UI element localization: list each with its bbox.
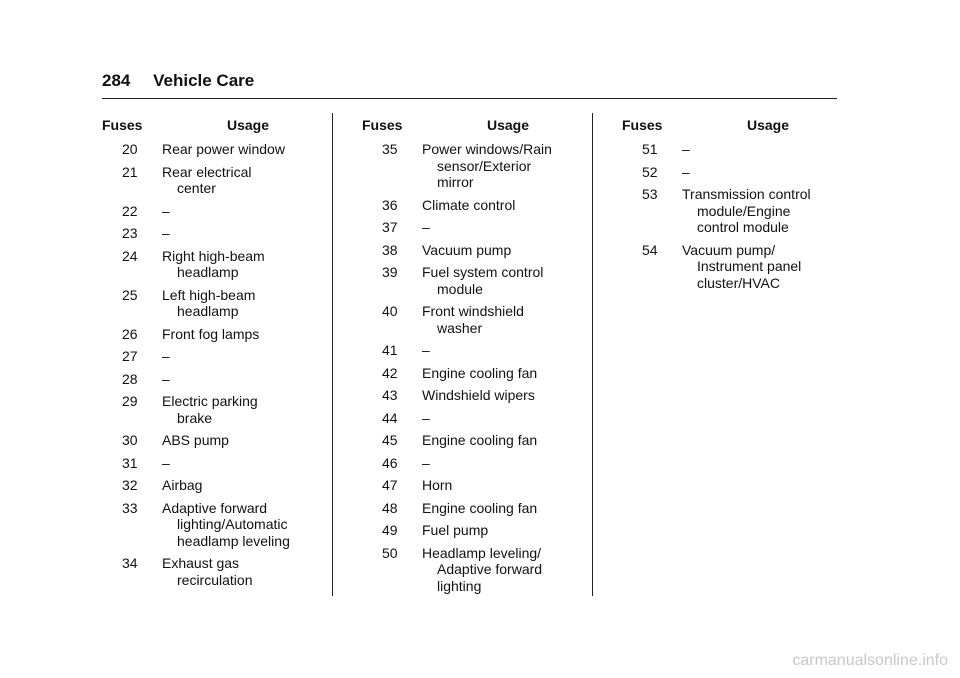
usage-line: cluster/HVAC <box>697 274 780 291</box>
fuse-usage <box>422 141 584 191</box>
table-row <box>362 242 584 259</box>
table-row <box>102 203 324 220</box>
usage-line: Fuel system control <box>422 264 544 280</box>
fuse-number: 54 <box>642 241 658 258</box>
usage-line: Rear electrical <box>162 163 252 180</box>
fuse-usage <box>682 186 844 236</box>
usage-line: Airbag <box>162 477 203 493</box>
table-row <box>102 477 324 494</box>
fuse-number: 23 <box>122 225 138 241</box>
watermark: carmanualsonline.info <box>792 652 948 669</box>
fuse-usage <box>162 287 324 320</box>
usage-line: center <box>177 180 216 196</box>
fuse-usage <box>162 141 324 158</box>
table-row <box>102 248 324 281</box>
column-divider <box>592 113 593 596</box>
fuse-number: 46 <box>382 454 398 471</box>
fuse-table-column-3 <box>622 117 844 297</box>
table-row <box>102 164 324 197</box>
fuse-usage <box>422 197 584 214</box>
fuse-number: 29 <box>122 393 138 409</box>
table-row <box>622 186 844 236</box>
usage-line: Adaptive forward <box>437 561 543 577</box>
usage-line: Adaptive forward <box>162 499 268 516</box>
usage-line: lighting/Automatic <box>177 516 288 532</box>
table-row <box>102 287 324 320</box>
column-divider <box>332 113 333 596</box>
usage-line: Exhaust gas <box>162 555 240 571</box>
table-row <box>362 545 584 595</box>
usage-line: – <box>682 163 690 180</box>
usage-header: Usage <box>487 117 530 133</box>
fuse-usage <box>162 371 324 388</box>
fuse-number: 38 <box>382 241 398 258</box>
table-row <box>102 348 324 365</box>
usage-line: brake <box>177 409 213 426</box>
fuse-usage <box>682 141 844 158</box>
fuse-usage <box>162 455 324 472</box>
fuse-number: 45 <box>382 432 398 448</box>
fuse-number: 24 <box>122 247 138 264</box>
usage-line: Vacuum pump/ <box>682 241 776 258</box>
fuse-number: 22 <box>122 202 138 219</box>
usage-line: recirculation <box>177 571 253 588</box>
table-row <box>362 365 584 382</box>
table-row <box>622 141 844 158</box>
usage-line: Electric parking <box>162 393 258 409</box>
usage-line: lighting <box>437 577 482 594</box>
fuse-number: 47 <box>382 477 398 493</box>
table-row <box>102 500 324 550</box>
usage-line: mirror <box>437 174 474 190</box>
usage-line: Rear power window <box>162 141 285 157</box>
fuse-usage <box>162 225 324 242</box>
usage-line: Windshield wipers <box>422 387 535 403</box>
table-header <box>622 117 844 134</box>
usage-line: Horn <box>422 477 453 493</box>
fuse-usage <box>162 393 324 426</box>
usage-line: Vacuum pump <box>422 241 512 258</box>
fuse-number: 27 <box>122 348 138 364</box>
usage-line: Engine cooling fan <box>422 364 538 381</box>
fuse-number: 36 <box>382 196 398 213</box>
table-row <box>102 432 324 449</box>
fuse-number: 53 <box>642 186 658 202</box>
usage-line: module <box>437 280 483 297</box>
table-header <box>362 117 584 134</box>
fuse-usage <box>422 219 584 236</box>
table-header <box>102 117 324 134</box>
fuse-number: 35 <box>382 141 398 157</box>
fuse-number: 40 <box>382 303 398 319</box>
table-row <box>362 477 584 494</box>
fuse-table-column-1 <box>102 117 324 594</box>
fuse-usage <box>682 242 844 292</box>
fuse-usage <box>422 342 584 359</box>
fuse-usage <box>162 326 324 343</box>
fuse-number: 33 <box>122 499 138 516</box>
usage-line: Front fog lamps <box>162 325 260 342</box>
page-header <box>102 71 254 91</box>
table-row <box>622 242 844 292</box>
table-row <box>362 455 584 472</box>
fuse-number: 44 <box>382 409 398 426</box>
fuse-number: 20 <box>122 141 138 157</box>
usage-line: Transmission control <box>682 186 811 202</box>
table-row <box>362 197 584 214</box>
usage-header: Usage <box>747 117 790 133</box>
usage-line: – <box>422 342 430 358</box>
fuse-usage <box>682 164 844 181</box>
fuse-usage <box>162 477 324 494</box>
usage-line: – <box>422 219 430 235</box>
usage-line: ABS pump <box>162 432 229 448</box>
page-title: Vehicle Care <box>153 71 255 90</box>
usage-line: headlamp leveling <box>177 532 290 549</box>
table-row <box>362 264 584 297</box>
fuse-usage <box>422 264 584 297</box>
table-row <box>362 303 584 336</box>
header-rule <box>102 98 837 99</box>
usage-line: – <box>162 202 170 219</box>
table-row <box>362 141 584 191</box>
usage-line: washer <box>437 319 483 336</box>
fuse-usage <box>422 545 584 595</box>
usage-line: headlamp <box>177 303 239 319</box>
usage-line: Fuel pump <box>422 522 489 538</box>
table-row <box>362 410 584 427</box>
fuse-number: 41 <box>382 342 398 358</box>
fuse-number: 26 <box>122 325 138 342</box>
usage-line: – <box>682 141 690 157</box>
table-row <box>102 555 324 588</box>
table-row <box>102 455 324 472</box>
table-row <box>102 371 324 388</box>
fuse-usage <box>162 555 324 588</box>
table-row <box>362 219 584 236</box>
page-number: 284 <box>102 71 131 90</box>
usage-line: Right high-beam <box>162 247 265 264</box>
fuse-usage <box>162 432 324 449</box>
fuse-number: 52 <box>642 163 658 180</box>
usage-line: – <box>162 225 170 241</box>
fuse-usage <box>162 164 324 197</box>
table-row <box>102 225 324 242</box>
table-row <box>102 393 324 426</box>
fuse-number: 43 <box>382 387 398 403</box>
usage-line: Left high-beam <box>162 286 256 303</box>
usage-header: Usage <box>227 117 270 133</box>
usage-line: Front windshield <box>422 303 524 319</box>
usage-line: Engine cooling fan <box>422 499 538 516</box>
table-row <box>362 432 584 449</box>
fuse-usage <box>422 365 584 382</box>
usage-line: module/Engine <box>697 202 791 219</box>
fuse-number: 48 <box>382 499 398 516</box>
fuse-number: 30 <box>122 432 138 448</box>
usage-line: – <box>162 348 170 364</box>
table-row <box>102 326 324 343</box>
fuse-usage <box>422 410 584 427</box>
usage-line: – <box>422 454 430 471</box>
fuse-table-column-2 <box>362 117 584 600</box>
usage-line: Headlamp leveling/ <box>422 544 542 561</box>
fuse-usage <box>162 500 324 550</box>
fuse-number: 49 <box>382 522 398 538</box>
usage-line: – <box>162 370 170 387</box>
fuses-header: Fuses <box>102 117 143 133</box>
table-row <box>362 500 584 517</box>
fuse-number: 50 <box>382 544 398 561</box>
fuse-usage <box>162 203 324 220</box>
fuse-number: 39 <box>382 264 398 280</box>
table-row <box>622 164 844 181</box>
fuse-number: 28 <box>122 370 138 387</box>
fuse-number: 51 <box>642 141 658 157</box>
fuse-number: 25 <box>122 286 138 303</box>
usage-line: Engine cooling fan <box>422 432 538 448</box>
usage-line: Climate control <box>422 196 516 213</box>
fuses-header: Fuses <box>622 117 663 133</box>
table-row <box>362 387 584 404</box>
usage-line: Power windows/Rain <box>422 141 552 157</box>
fuse-number: 42 <box>382 364 398 381</box>
fuse-usage <box>422 432 584 449</box>
fuses-header: Fuses <box>362 117 403 133</box>
fuse-usage <box>162 248 324 281</box>
table-row <box>102 141 324 158</box>
fuse-usage <box>422 477 584 494</box>
table-row <box>362 342 584 359</box>
fuse-usage <box>422 387 584 404</box>
fuse-number: 31 <box>122 454 138 471</box>
usage-line: – <box>422 409 430 426</box>
fuse-number: 21 <box>122 163 138 180</box>
usage-line: – <box>162 454 170 471</box>
fuse-usage <box>422 500 584 517</box>
fuse-number: 34 <box>122 555 138 571</box>
usage-line: Instrument panel <box>697 258 802 274</box>
fuse-usage <box>422 303 584 336</box>
fuse-usage <box>422 455 584 472</box>
fuse-usage <box>422 242 584 259</box>
fuse-usage <box>162 348 324 365</box>
usage-line: sensor/Exterior <box>437 157 532 174</box>
fuse-usage <box>422 522 584 539</box>
table-row <box>362 522 584 539</box>
fuse-number: 32 <box>122 477 138 493</box>
usage-line: headlamp <box>177 264 239 280</box>
fuse-number: 37 <box>382 219 398 235</box>
usage-line: control module <box>697 219 789 235</box>
